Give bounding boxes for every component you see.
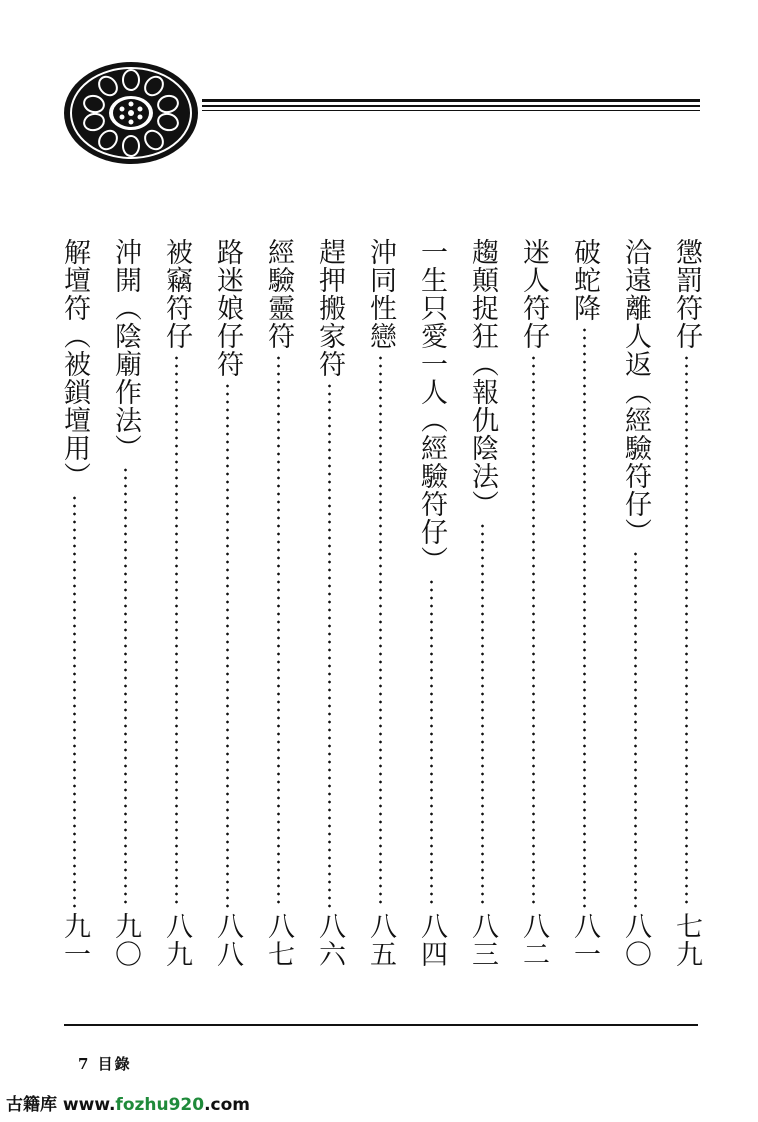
toc-entry-title: 沖開（陰廟作法） — [110, 238, 141, 462]
toc-entry-page: 八六 — [314, 912, 345, 968]
toc-entry-title: 破蛇降 — [569, 238, 600, 322]
site-watermark — [6, 1090, 250, 1115]
toc-entry-page: 八七 — [263, 912, 294, 968]
toc-entry[interactable] — [469, 238, 496, 968]
toc-entry[interactable] — [622, 238, 649, 968]
toc-entry[interactable] — [61, 238, 88, 968]
toc-entry[interactable] — [112, 238, 139, 968]
toc-entry-title: 趨顛捉狂（報仇陰法） — [467, 238, 498, 518]
toc-entry-title: 經驗靈符 — [263, 238, 294, 350]
dot-leader — [265, 354, 292, 908]
watermark-site-name: 古籍库 — [6, 1095, 57, 1115]
toc-entry-page: 八二 — [518, 912, 549, 968]
toc-entry-page: 八四 — [416, 912, 447, 968]
watermark-url-accent: fozhu920 — [115, 1095, 205, 1115]
toc-entry[interactable] — [265, 238, 292, 968]
toc-entry-page: 九一 — [59, 912, 90, 968]
dot-leader — [61, 494, 88, 908]
dot-leader — [673, 354, 700, 908]
toc-entry[interactable] — [367, 238, 394, 968]
toc-entry[interactable] — [163, 238, 190, 968]
toc-entry-page: 九〇 — [110, 912, 141, 968]
toc-entry-page: 八九 — [161, 912, 192, 968]
table-of-contents — [61, 238, 700, 968]
toc-entry-title: 被竊符仔 — [161, 238, 192, 350]
toc-entry-page: 八八 — [212, 912, 243, 968]
toc-entry-title: 一生只愛一人（經驗符仔） — [416, 238, 447, 574]
toc-entry[interactable] — [673, 238, 700, 968]
toc-entry-page: 八三 — [467, 912, 498, 968]
dot-leader — [622, 550, 649, 908]
toc-entry-title: 沖同性戀 — [365, 238, 396, 350]
toc-entry[interactable] — [214, 238, 241, 968]
lotus-emblem-icon — [62, 60, 200, 166]
toc-entry-page: 八一 — [569, 912, 600, 968]
toc-entry-title: 洽遠離人返（經驗符仔） — [620, 238, 651, 546]
toc-entry[interactable] — [571, 238, 598, 968]
toc-entry-title: 解壇符（被鎖壇用） — [59, 238, 90, 490]
toc-entry[interactable] — [316, 238, 343, 968]
page-footer — [78, 1053, 132, 1074]
toc-entry-title: 懲罰符仔 — [671, 238, 702, 350]
dot-leader — [520, 354, 547, 908]
dot-leader — [214, 382, 241, 908]
watermark-url-suffix: .com — [204, 1095, 251, 1115]
dot-leader — [418, 578, 445, 908]
toc-entry[interactable] — [520, 238, 547, 968]
toc-entry-page: 七九 — [671, 912, 702, 968]
dot-leader — [163, 354, 190, 908]
dot-leader — [112, 466, 139, 908]
dot-leader — [367, 354, 394, 908]
toc-entry-page: 八五 — [365, 912, 396, 968]
dot-leader — [316, 382, 343, 908]
toc-entry-page: 八〇 — [620, 912, 651, 968]
header-rule — [202, 99, 700, 111]
watermark-url-prefix: www. — [62, 1095, 116, 1115]
toc-entry-title: 趕押搬家符 — [314, 238, 345, 378]
section-title: 目錄 — [97, 1055, 132, 1073]
toc-entry[interactable] — [418, 238, 445, 968]
page-number: 7 — [78, 1055, 91, 1073]
dot-leader — [571, 326, 598, 908]
toc-entry-title: 迷人符仔 — [518, 238, 549, 350]
toc-entry-title: 路迷娘仔符 — [212, 238, 243, 378]
dot-leader — [469, 522, 496, 908]
footer-rule — [64, 1024, 698, 1026]
